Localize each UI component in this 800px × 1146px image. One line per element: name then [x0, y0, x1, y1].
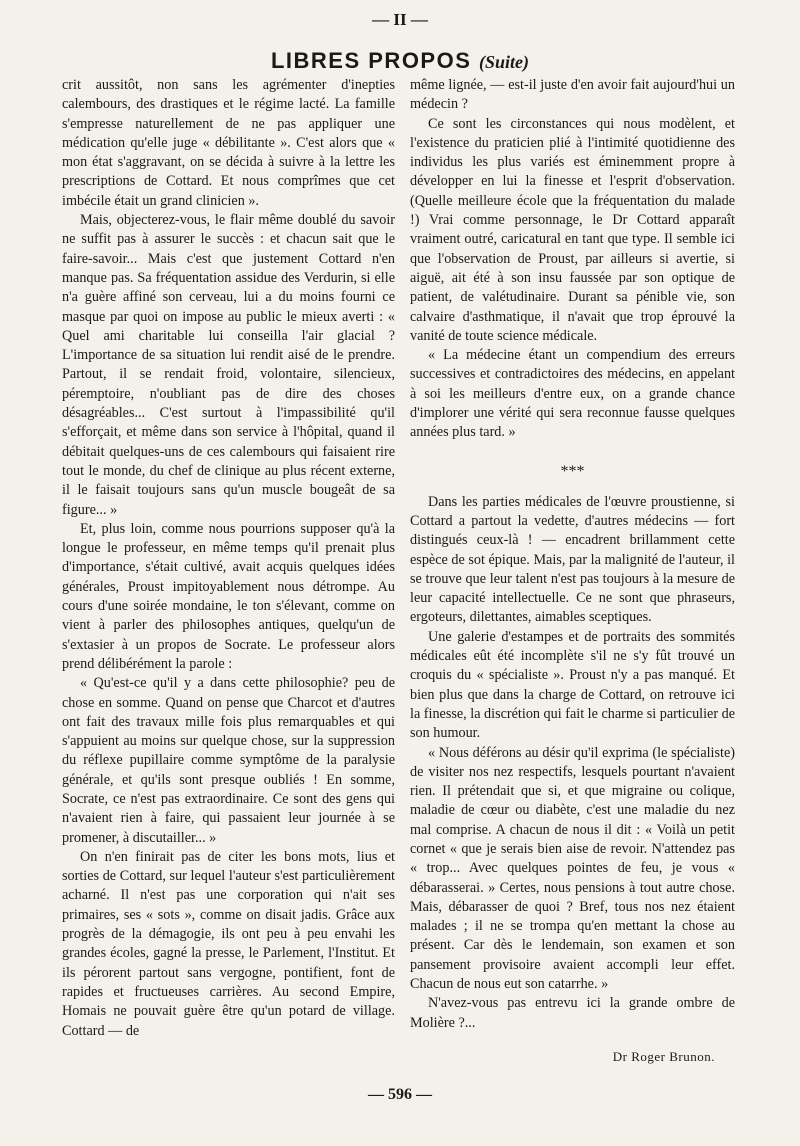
left-column [62, 76, 395, 1041]
right-paragraph-5: Une galerie d'estampes et de portraits des sommités médicales eût été incomplète s'il ne s'y fût trouvé un croquis du « spécialiste ». Proust n'y a pas manqué. Et bien plus que dans la charge de Cottard, on retrouve ici la finesse, la discrétion qui fait le charme si particulier de son humour. [410, 628, 736, 742]
author-signature: Dr Roger Brunon. [612, 1048, 715, 1064]
article-title [0, 48, 800, 74]
right-paragraph-2: Ce sont les circonstances qui nous modèlent, et l'existence du praticien plié à l'intimité quotidienne des individus les plus variés est éminemment propre à développer en lui la finesse et l'esprit d'observation. (Quelle meilleure école que la fréquentation du malade !) Vrai comme personnage, le Dr Cottard apparaît vraiment outré, caricatural en tant que type. Il semble ici que l'observation de Proust, par ailleurs si avertie, si aiguë, ait été à son insu faussée par son optique de patient, de valétudinaire. Durant sa pénible vie, son calvaire d'asthmatique, il n'avait que trop éprouvé la vanité de toute science médicale. [410, 115, 735, 344]
title-text: LIBRES PROPOS [270, 48, 472, 73]
page-number: — 596 — [368, 1086, 432, 1103]
left-paragraph-5: On n'en finirait pas de citer les bons mots, lius et sorties de Cottard, sur lequel l'auteur s'est particulièrement acharné. Il n'est pas une corporation qui n'ait ses primaires, ses « sots », comme on disait jadis. Grâce aux progrès de la démagogie, ils ont peu à peu envahi les grandes écoles, gagné la presse, le Parlement, l'Institut. Et ils pérorent partout sans vergogne, pontifient, font de rapides et fructueuses carrières. Au second Empire, Homais ne pouvait guère être qu'un potard de village. Cottard — de [62, 848, 395, 1039]
left-paragraph-2: Mais, objecterez-vous, le flair même doublé du savoir ne suffit pas à assurer le succès : et chacun sait que le faire-savoir... Mais c'est que justement Cottard n'en manque pas. Sa fréquentation assidue des Verdurin, si elle n'a guère affiné son cerveau, lui a du moins fourni ce masque par quoi on impose au public le mieux averti : « Quel ami charitable lui conseilla l'air glacial ? L'importance de sa situation lui rendit aisé de le prendre. Partout, il se rendait froid, volontaire, silencieux, péremptoire, n'oubliant pas de dire des choses désagréables... C'est surtout à l'impassibilité qu'il s'efforçait, et même dans son service à l'hôpital, quand il débitait quelques-uns de ces calembours qui faisaient rire tout le monde, du chef de clinique au plus récent externe, il le faisait toujours sans qu'un muscle bougeât de sa figure... » [62, 212, 395, 518]
right-paragraph-4: Dans les parties médicales de l'œuvre proustienne, si Cottard a partout la vedette, d'autres médecins — fort distingués ceux-là ! — encadrent brillamment cette espèce de sot épique. Mais, par la malignité de l'auteur, il se trouve que leur talent n'est pas toujours à la mesure de leur capacité intellectuelle. Ce ne sont que phraseurs, ergoteurs, dilettantes, aimables sceptiques. [410, 493, 735, 626]
left-paragraph-4: « Qu'est-ce qu'il y a dans cette philosophie? peu de chose en somme. Quand on pense que Charcot et d'autres ont fait des travaux mille fois plus remarquables et qui s'appuient au moins sur quelque chose, sur la suppression du réflexe pupillaire comme symptôme de la paralysie générale, et qu'ils sont presque oubliés ! En somme, Socrate, ce n'est pas extraordinaire. Ce sont des gens qui n'avaient rien à faire, qui passaient leur journée à se promener, à discutailler... » [62, 675, 395, 846]
page-marker: — II — [372, 10, 428, 29]
right-paragraph-6: « Nous déférons au désir qu'il exprima (le spécialiste) de visiter nos nez respectifs, lesquels pourtant n'avaient rien. Il prétendait que si, et que migraine ou colique, maladie de cœur ou diabète, c'est une maladie du nez mal comprise. A chacun de nous il dit : « Voilà un petit cornet « que je serais bien aise de revoir. N'attendez pas « trop... Avec quelques pointes de feu, je vous « débarasserai. » Certes, nous pensions à tout autre chose. Mais, débarasser de quoi ? Bref, tous nos nez étaient malades ; il ne se trompa qu'en mettant la chose au présent. Car dès le lendemain, son examen et son pansement provisoire avaient accompli leur effet. Chacun de nous eut son catarrhe. » [410, 744, 735, 993]
right-paragraph-7: N'avez-vous pas entrevu ici la grande ombre de Molière ?... [410, 995, 735, 1031]
left-paragraph-1: crit aussitôt, non sans les agrémenter d'inepties calembours, des drastiques et le régime lacté. La famille s'empresse naturellement de ne pas appliquer une médication qu'elle juge « débilitante ». C'est alors que « mon état s'aggravant, on se décida à suivre à la lettre les prescriptions de Cottard. Et nous comprîmes que cet imbécile était un grand clinicien ». [62, 77, 395, 209]
left-paragraph-3: Et, plus loin, comme nous pourrions supposer qu'à la longue le professeur, en même temps qu'il prenait plus d'importance, s'était cultivé, avait acquis quelques idées générales, Proust impitoyablement nous détrompe. Au cours d'une soirée mondaine, le ton s'élevant, comme on vient à parler des philosophes antiques, quelqu'un de s'extasier à un propos de Socrate. Le professeur alors prend délibérément la parole : [62, 520, 395, 672]
right-paragraph-3: « La médecine étant un compendium des erreurs successives et contradictoires des médecins, en appelant à soi les meilleurs d'entre eux, on a grande chance d'implorer une vérité qui sera reconnue fausse quelques années plus tard. » [410, 347, 735, 441]
asterism-separator: *** [560, 462, 585, 480]
right-paragraph-1: même lignée, — est-il juste d'en avoir fait aujourd'hui un médecin ? [410, 77, 735, 113]
title-suffix: (Suite) [479, 52, 530, 72]
right-column [410, 76, 735, 1066]
